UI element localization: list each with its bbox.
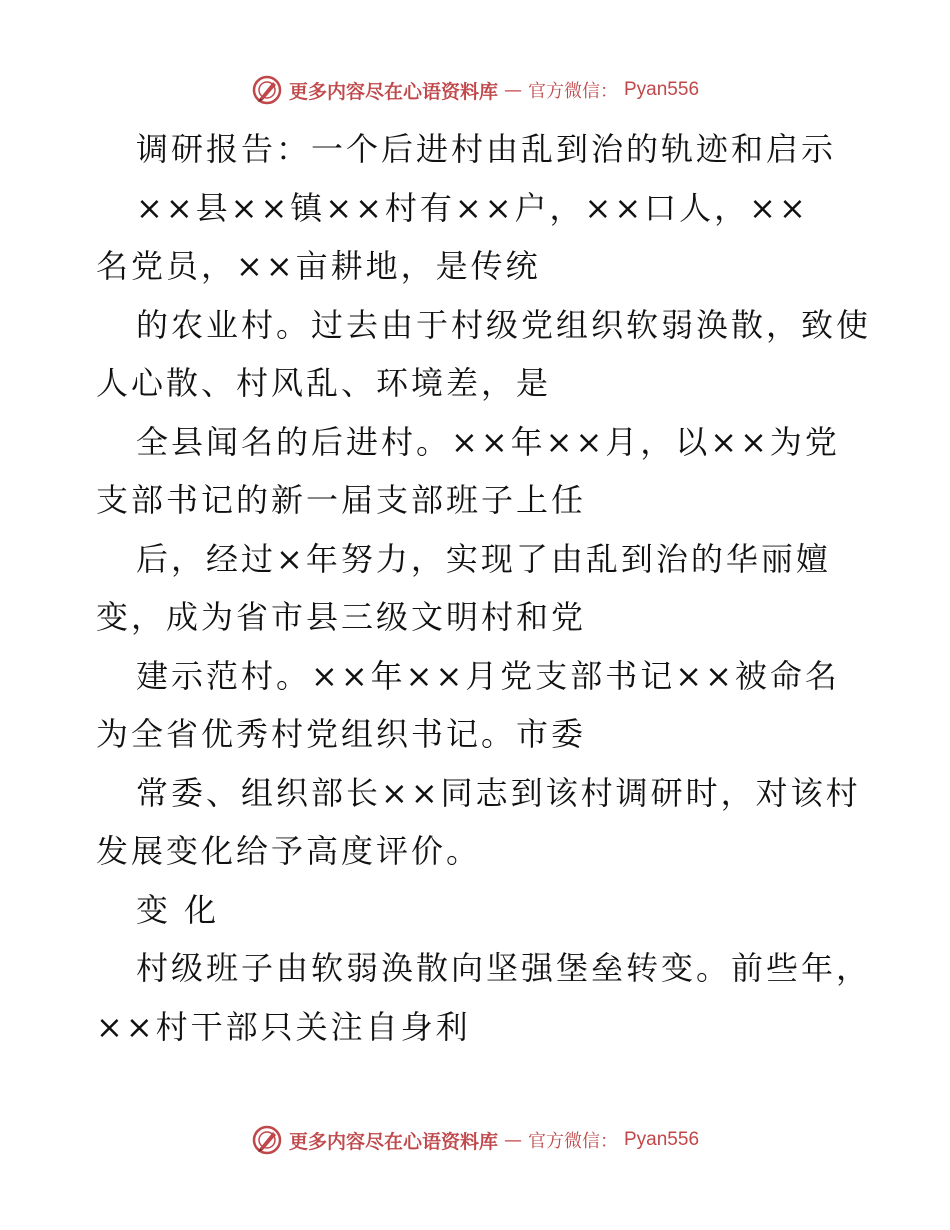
paragraph-line: 名党员，××亩耕地，是传统 — [96, 247, 541, 285]
paragraph-line: 人心散、村风乱、环境差，是 — [96, 364, 552, 402]
paragraph-line: ××村干部只关注自身利 — [96, 1007, 471, 1046]
paragraph-line: 支部书记的新一届支部班子上任 — [96, 481, 587, 519]
paragraph-line: ××县××镇××村有××户，××口人，×× — [136, 188, 809, 227]
watermark-wechat-id: Pyan556 — [624, 1129, 700, 1150]
watermark-main-text: 更多内容尽在心语资料库 — [288, 80, 498, 103]
paragraph-line: 村级班子由软弱涣散向坚强堡垒转变。前些年， — [136, 949, 872, 987]
pen-logo-icon — [251, 1124, 283, 1156]
paragraph-line: 常委、组织部长××同志到该村调研时，对该村 — [136, 773, 861, 812]
document-body — [96, 120, 872, 1056]
paragraph-line: 全县闻名的后进村。××年××月，以××为党 — [136, 422, 840, 461]
watermark-official-label: 官方微信： — [528, 81, 618, 102]
watermark-wechat-id: Pyan556 — [624, 79, 700, 100]
document-title: 调研报告：一个后进村由乱到治的轨迹和启示 — [136, 130, 837, 168]
pen-logo-icon — [251, 74, 283, 106]
watermark-dash: — — [504, 1129, 522, 1151]
paragraph-line: 发展变化给予高度评价。 — [96, 832, 482, 870]
watermark-official-label: 官方微信： — [528, 1131, 618, 1152]
paragraph-line: 后，经过×年努力，实现了由乱到治的华丽嬗 — [136, 539, 831, 578]
watermark-dash: — — [504, 79, 522, 101]
paragraph-line: 变，成为省市县三级文明村和党 — [96, 598, 587, 636]
footer-watermark — [0, 1120, 950, 1160]
section-heading: 变 化 — [136, 890, 220, 929]
paragraph-line: 为全省优秀村党组织书记。市委 — [96, 715, 587, 753]
header-watermark — [0, 70, 950, 110]
paragraph-line: 的农业村。过去由于村级党组织软弱涣散，致使 — [136, 305, 872, 344]
paragraph-line: 建示范村。××年××月党支部书记××被命名 — [136, 656, 840, 695]
watermark-main-text: 更多内容尽在心语资料库 — [288, 1130, 498, 1153]
